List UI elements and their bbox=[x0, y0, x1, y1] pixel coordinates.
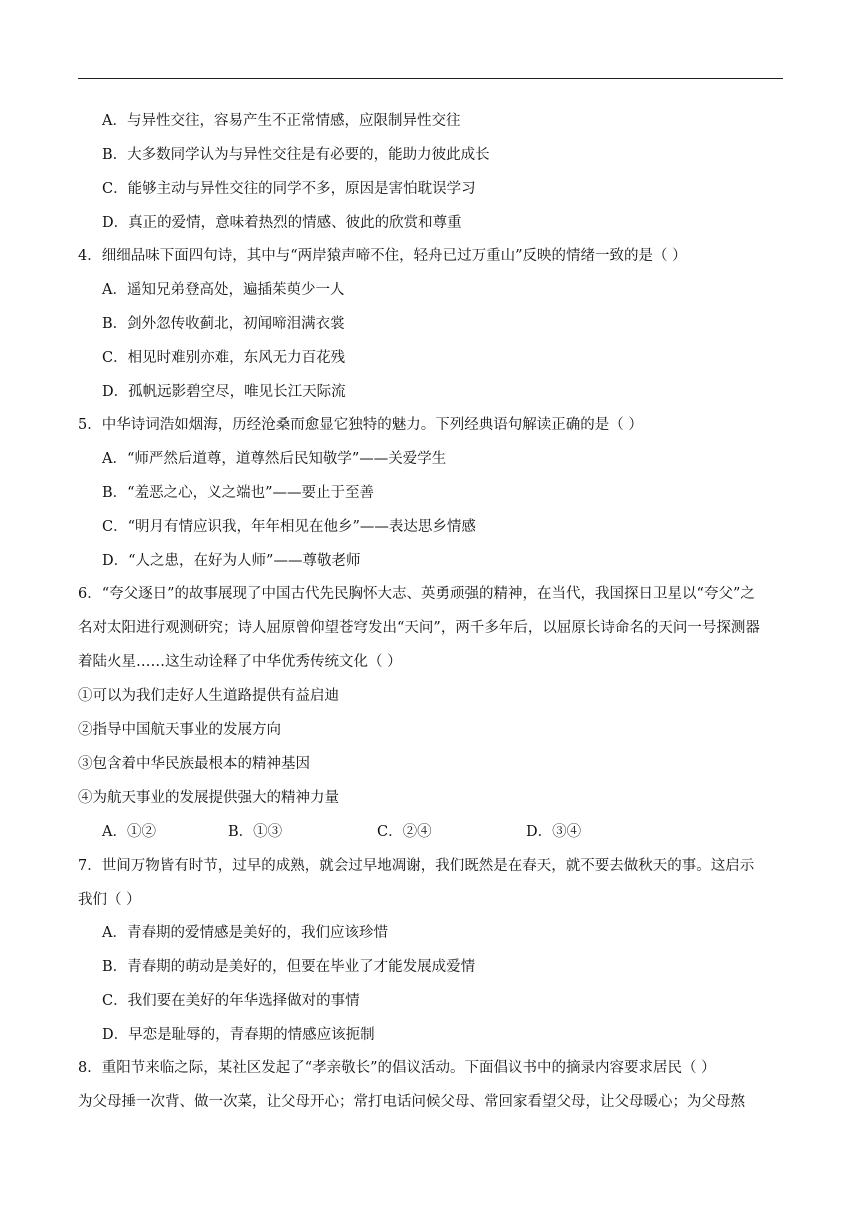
q6-stem-line-2: 名对太阳进行观测研究；诗人屈原曾仰望苍穹发出“天问”，两千多年后，以屈原长诗命名的天问一号探测器 bbox=[78, 620, 760, 636]
q7-stem-line-2: 我们（ ） bbox=[78, 892, 141, 908]
q6-choice-d: D．③④ bbox=[526, 824, 582, 840]
q5-option-a: A．“师严然后道尊，道尊然后民知敬学”——关爱学生 bbox=[102, 451, 447, 467]
q4-option-a: A．遥知兄弟登高处，遍插茱萸少一人 bbox=[102, 282, 345, 298]
q6-stem-line-1: 6．“夸父逐日”的故事展现了中国古代先民胸怀大志、英勇顽强的精神，在当代，我国探日卫星以“夸父”之 bbox=[78, 586, 755, 602]
q4-option-b: B．剑外忽传收蓟北，初闻啼泪满衣裳 bbox=[102, 316, 345, 332]
q7-stem-line-1: 7．世间万物皆有时节，过早的成熟，就会过早地凋谢，我们既然是在春天，就不要去做秋天的事。这启示 bbox=[78, 858, 755, 874]
q5-option-c: C．“明月有情应识我，年年相见在他乡”——表达思乡情感 bbox=[102, 519, 476, 535]
q7-option-c: C．我们要在美好的年华选择做对的事情 bbox=[102, 993, 360, 1009]
q3-option-c: C．能够主动与异性交往的同学不多，原因是害怕耽误学习 bbox=[102, 181, 476, 197]
q3-option-a: A．与异性交往，容易产生不正常情感，应限制异性交往 bbox=[102, 113, 461, 129]
q5-stem: 5．中华诗词浩如烟海，历经沧桑而愈显它独特的魅力。下列经典语句解读正确的是（ ） bbox=[78, 417, 643, 433]
q6-choices-row bbox=[102, 822, 702, 842]
q6-choice-c: C．②④ bbox=[377, 824, 432, 840]
q7-option-d: D．早恋是耻辱的，青春期的情感应该扼制 bbox=[102, 1027, 375, 1043]
q8-excerpt: 为父母捶一次背、做一次菜，让父母开心；常打电话问候父母、常回家看望父母，让父母暖心；为父母熬 bbox=[78, 1094, 745, 1110]
q4-option-c: C．相见时难别亦难，东风无力百花残 bbox=[102, 350, 346, 366]
q3-option-b: B．大多数同学认为与异性交往是有必要的，能助力彼此成长 bbox=[102, 147, 490, 163]
q6-choice-b: B．①③ bbox=[228, 824, 283, 840]
q3-option-d: D．真正的爱情，意味着热烈的情感、彼此的欣赏和尊重 bbox=[102, 215, 462, 231]
q7-option-b: B．青春期的萌动是美好的，但要在毕业了才能发展成爱情 bbox=[102, 959, 476, 975]
q6-choice-a: A．①② bbox=[102, 824, 156, 840]
q4-stem: 4．细细品味下面四句诗，其中与“两岸猿声啼不住，轻舟已过万重山”反映的情绪一致的是（ ） bbox=[78, 248, 687, 264]
q8-stem: 8．重阳节来临之际，某社区发起了“孝亲敬长”的倡议活动。下面倡议书中的摘录内容要求居民（ ） bbox=[78, 1060, 716, 1076]
q6-statement-3: ③包含着中华民族最根本的精神基因 bbox=[78, 756, 310, 772]
q4-option-d: D．孤帆远影碧空尽，唯见长江天际流 bbox=[102, 384, 346, 400]
q6-statement-4: ④为航天事业的发展提供强大的精神力量 bbox=[78, 790, 339, 806]
q7-option-a: A．青春期的爱情感是美好的，我们应该珍惜 bbox=[102, 925, 388, 941]
q6-statement-2: ②指导中国航天事业的发展方向 bbox=[78, 722, 281, 738]
q5-option-b: B．“羞恶之心，义之端也”——要止于至善 bbox=[102, 485, 374, 501]
q6-stem-line-3: 着陆火星……这生动诠释了中华优秀传统文化（ ） bbox=[78, 654, 402, 670]
header-rule bbox=[78, 78, 783, 79]
q6-statement-1: ①可以为我们走好人生道路提供有益启迪 bbox=[78, 688, 339, 704]
q5-option-d: D．“人之患，在好为人师”——尊敬老师 bbox=[102, 553, 361, 569]
